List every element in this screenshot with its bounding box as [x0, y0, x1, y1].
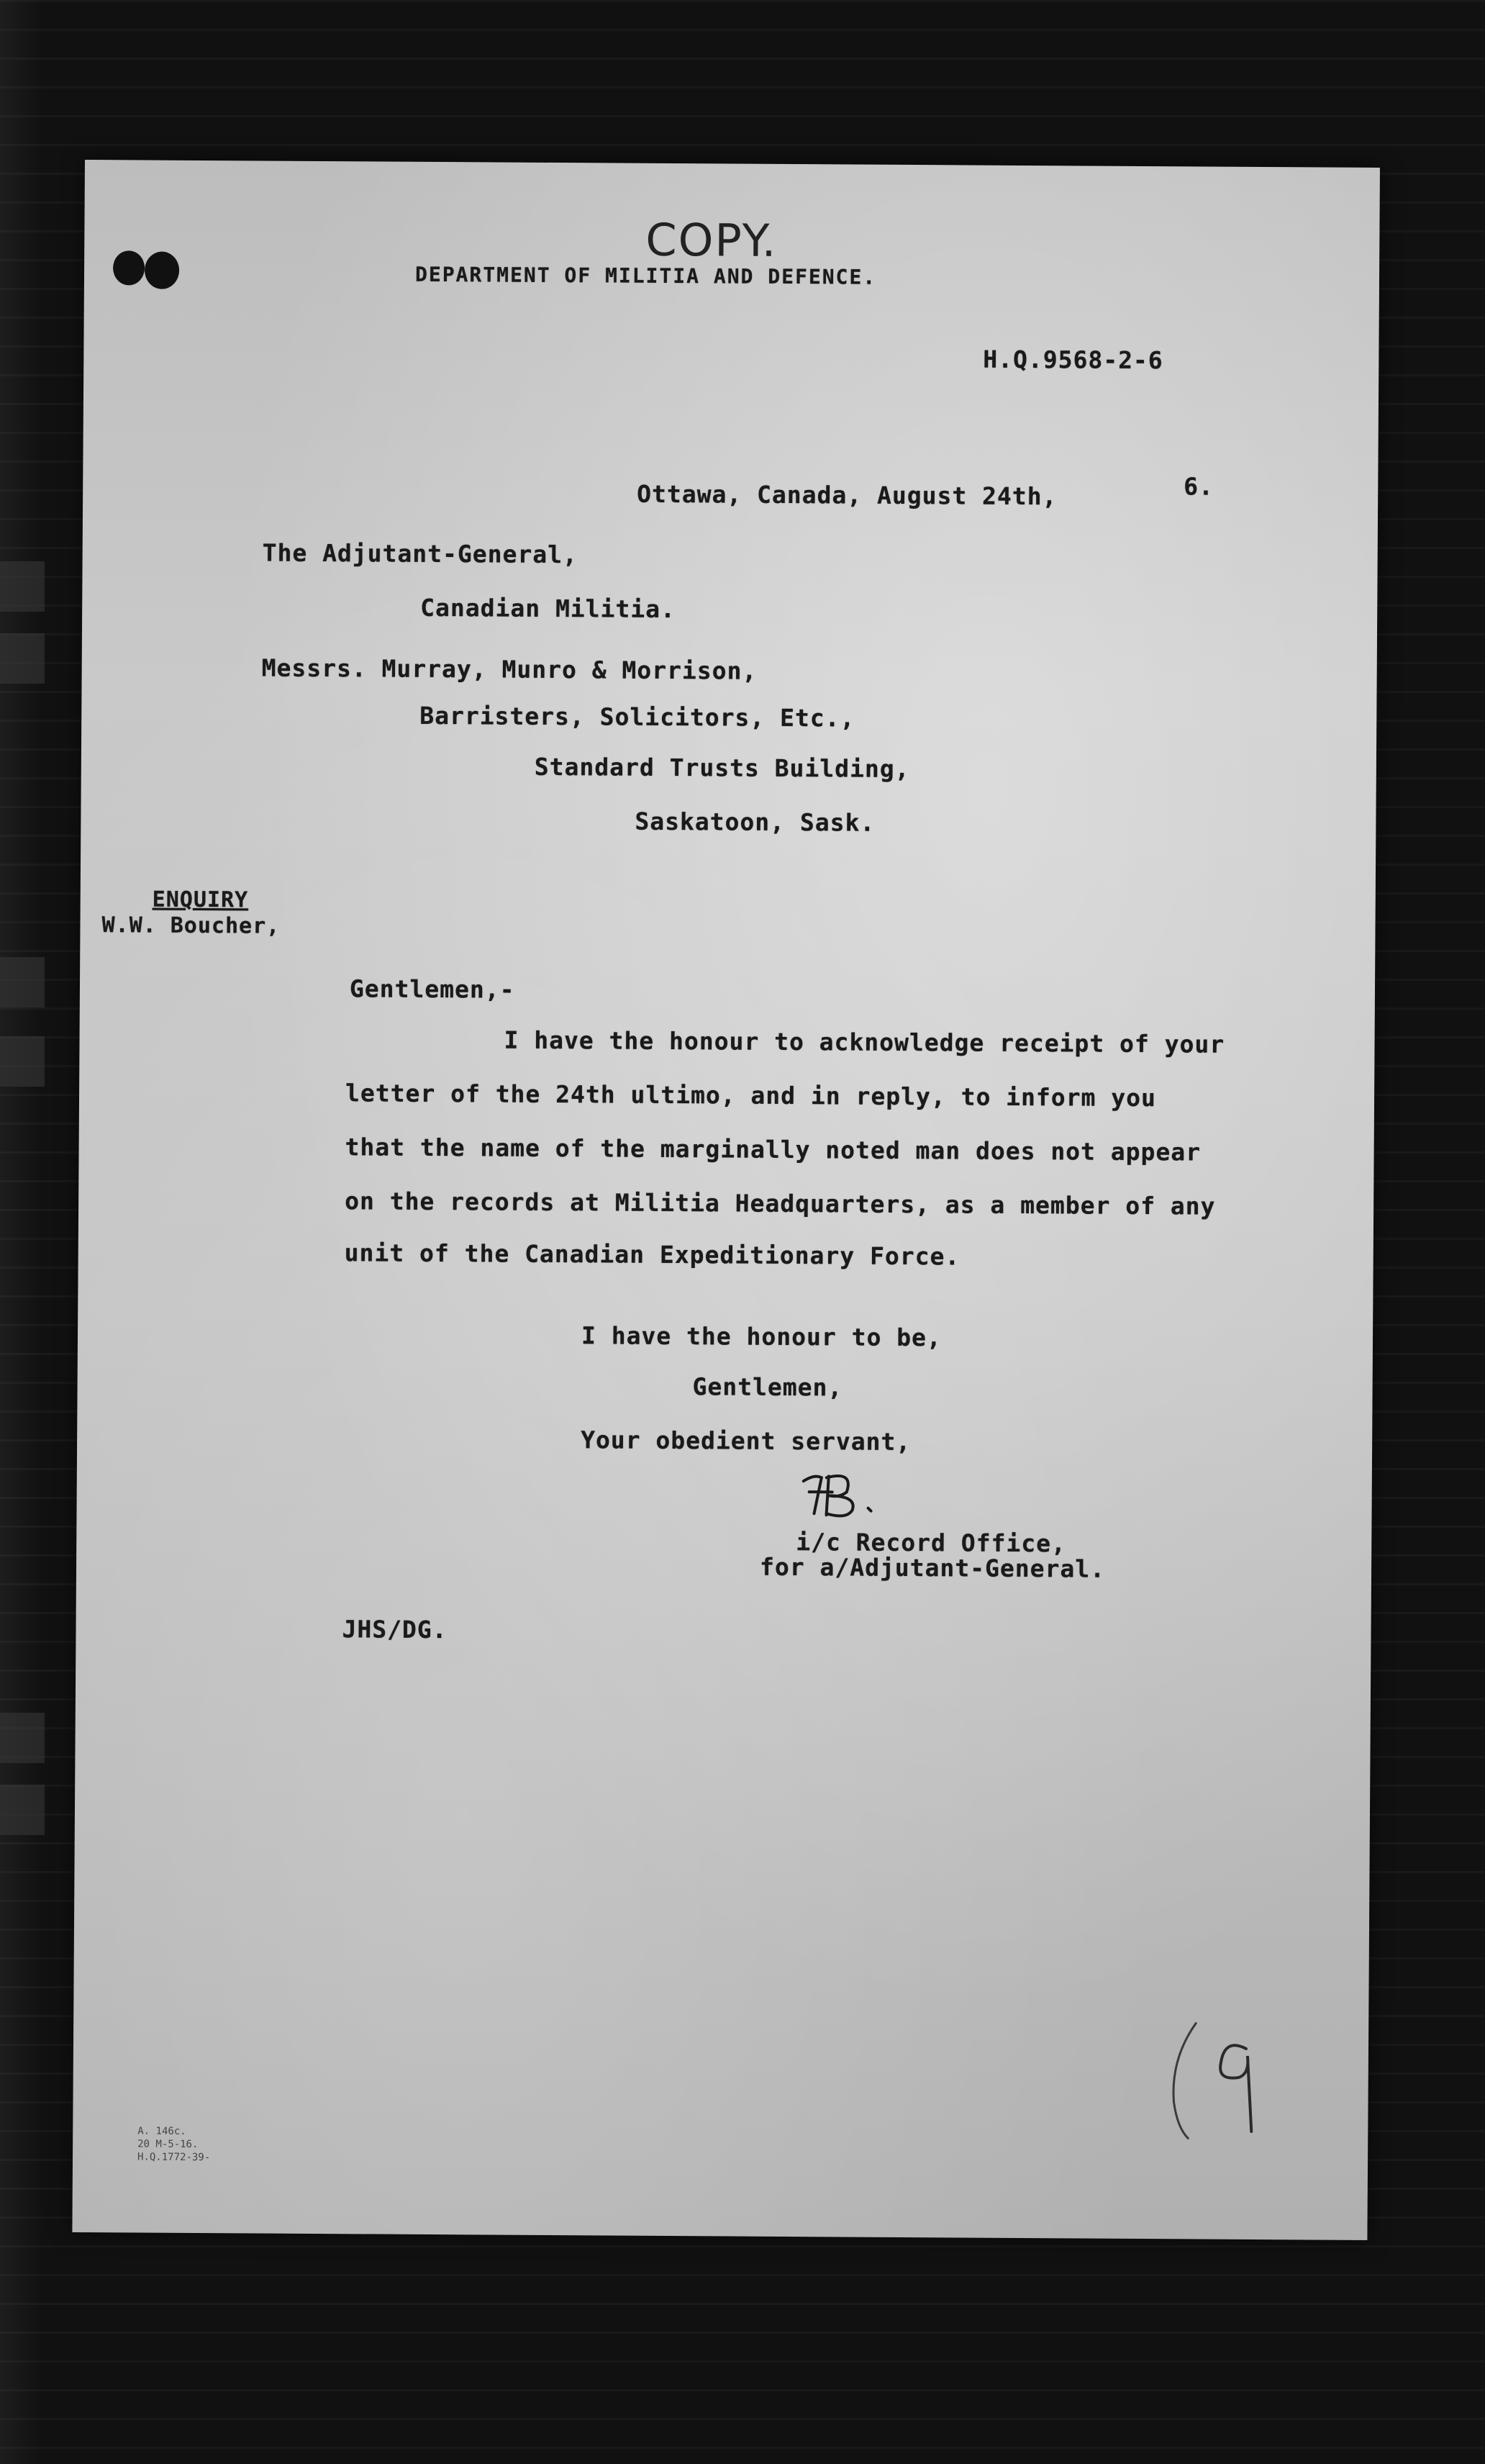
film-sprocket-mark — [0, 1036, 45, 1087]
body-line: that the name of the marginally noted man does not appear — [345, 1133, 1202, 1167]
body-line: unit of the Canadian Expeditionary Force. — [344, 1238, 961, 1271]
file-reference: H.Q.9568-2-6 — [983, 345, 1163, 375]
place-date-line: Ottawa, Canada, August 24th, — [637, 479, 1058, 511]
typist-initials: JHS/DG. — [342, 1615, 448, 1644]
film-sprocket-mark — [0, 561, 45, 612]
copy-stamp: COPY. — [645, 213, 778, 267]
margin-note-subject: W.W. Boucher, — [101, 912, 281, 939]
body-line: letter of the 24th ultimo, and in reply, to inform you — [345, 1079, 1157, 1113]
recipient-line-4: Saskatoon, Sask. — [635, 807, 876, 837]
year-fragment: 6. — [1184, 472, 1214, 501]
salutation: Gentlemen,- — [349, 974, 515, 1004]
film-sprocket-mark — [0, 633, 45, 684]
margin-note-heading: ENQUIRY — [152, 887, 249, 913]
film-sprocket-mark — [0, 1785, 45, 1835]
film-sprocket-mark — [0, 1713, 45, 1763]
recipient-line-1: Messrs. Murray, Munro & Morrison, — [261, 653, 758, 685]
body-line: on the records at Militia Headquarters, as a member of any — [345, 1187, 1216, 1220]
handwritten-signature-icon — [789, 1463, 896, 1521]
punch-holes-icon — [106, 243, 192, 294]
addressee-line-1: The Adjutant-General, — [262, 538, 578, 569]
body-line: I have the honour to acknowledge receipt of your — [504, 1025, 1225, 1059]
signatory-title-1: i/c Record Office, — [796, 1528, 1067, 1558]
signatory-title-2: for a/Adjutant-General. — [759, 1552, 1106, 1583]
closing-line-1: I have the honour to be, — [581, 1321, 942, 1352]
closing-line-3: Your obedient servant, — [581, 1426, 912, 1457]
department-heading: DEPARTMENT OF MILITIA AND DEFENCE. — [414, 262, 877, 289]
recipient-line-2: Barristers, Solicitors, Etc., — [419, 701, 855, 733]
closing-line-2: Gentlemen, — [692, 1372, 843, 1402]
letter-sheet — [72, 160, 1380, 2240]
addressee-line-2: Canadian Militia. — [420, 593, 676, 624]
film-sprocket-mark — [0, 957, 45, 1007]
recipient-line-3: Standard Trusts Building, — [534, 752, 910, 784]
folio-number-icon — [1145, 2008, 1289, 2153]
form-number: A. 146c. 20 M-5-16. H.Q.1772-39- — [137, 2125, 211, 2164]
